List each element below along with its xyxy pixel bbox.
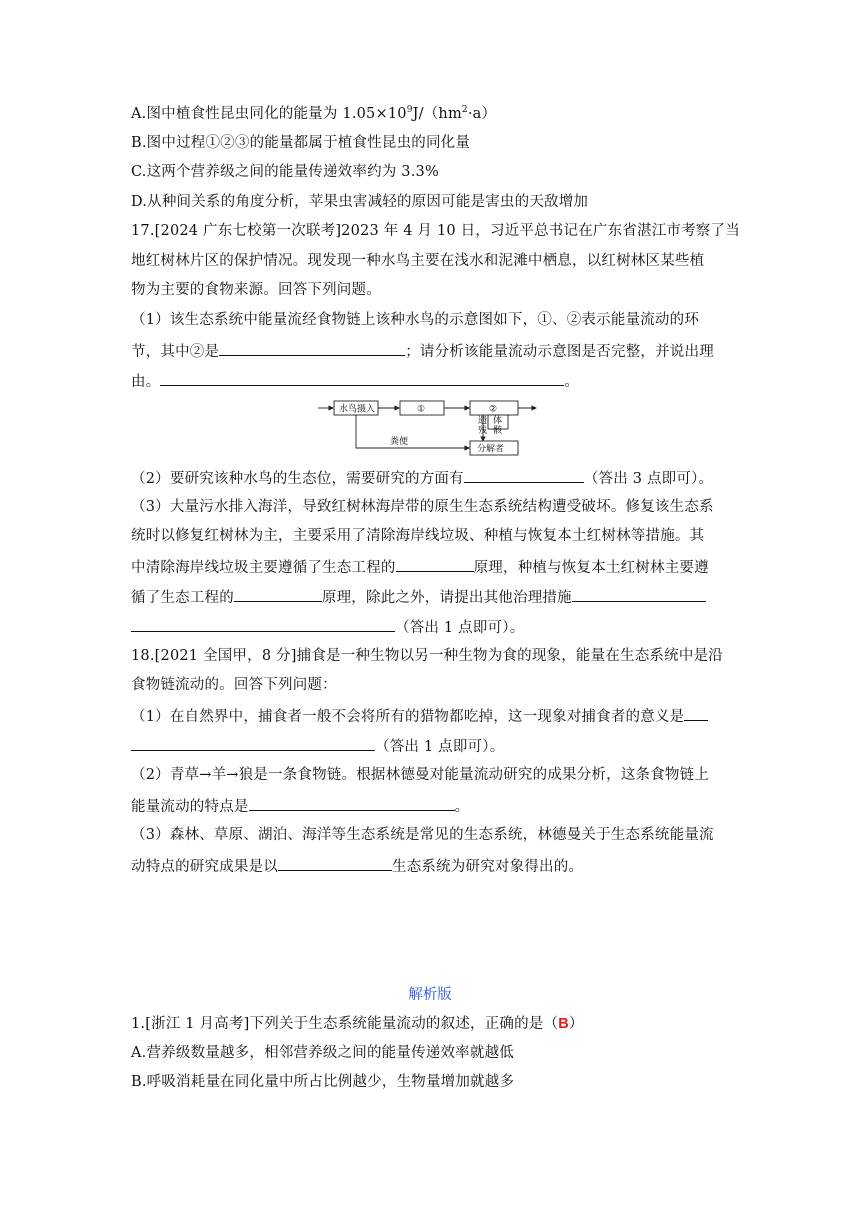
q17-part1-b: 节，其中②是 ；请分析该能量流动示意图是否完整，并说出理: [131, 340, 714, 362]
line-option-b: B.图中过程①②③的能量都属于植食性昆虫的同化量: [131, 135, 471, 151]
answer-blank: [396, 556, 474, 572]
q17-part3-a: （3）大量污水排入海洋，导致红树林海岸带的原生生态系统结构遭受破坏。修复该生态系: [131, 499, 714, 515]
q18-part1-b: （答出 1 点即可）。: [131, 735, 504, 757]
answer-blank: [278, 855, 392, 871]
answer-blank: [234, 586, 322, 602]
energy-flow-diagram: [318, 396, 550, 460]
decomposer-label: 分解者: [477, 444, 505, 455]
remains-char-3: 残: [478, 426, 488, 436]
answer-blank: [464, 467, 584, 483]
q18-part3-a: （3）森林、草原、湖泊、海洋等生态系统是常见的生态系统，林德曼关于生态系统能量流: [131, 827, 714, 843]
line-option-d: D.从种间关系的角度分析，苹果虫害减轻的原因可能是害虫的天敌增加: [131, 194, 589, 210]
answers-section-title: 解析版: [408, 987, 452, 1003]
remains-char-2: 体: [493, 416, 503, 426]
q17-part3-d: 循了生态工程的 原理，除此之外，请提出其他治理措施: [131, 586, 706, 608]
line-option-c: C.这两个营养级之间的能量传递效率约为 3.3%: [131, 164, 439, 180]
line-option-a: A.图中植食性昆虫同化的能量为 $1.05\times 10^9J/(hm^2\cdot a)$: [131, 105, 497, 122]
answer-blank: [572, 586, 706, 602]
remains-char-4: 骸: [493, 426, 503, 436]
node2-label: ②: [489, 404, 498, 415]
q18-stem-1: 18.[2021 全国甲，8 分]捕食是一种生物以另一种生物为食的现象，能量在生态系统中是沿: [131, 648, 723, 664]
node1-label: ①: [417, 404, 426, 415]
q17-part3-b: 统时以修复红树林为主，主要采用了清除海岸线垃圾、种植与恢复本土红树林等措施。其: [131, 528, 705, 544]
q18-part2-a: （2）青草→羊→狼是一条食物链。根据林德曼对能量流动研究的成果分析，这条食物链上: [131, 767, 710, 783]
answer-blank: [160, 370, 564, 386]
q17-part3-c: 中清除海岸线垃圾主要遵循了生态工程的 原理，种植与恢复本土红树林主要遵: [131, 556, 709, 578]
answer-blank: [131, 616, 395, 632]
q17-part1-a: （1）该生态系统中能量流经食物链上该种水鸟的示意图如下，①、②表示能量流动的环: [131, 312, 700, 328]
remains-char-1: 遗: [478, 416, 488, 426]
feces-label: 粪便: [390, 437, 409, 447]
q17-stem-3: 物为主要的食物来源。回答下列问题。: [131, 282, 381, 298]
q18-stem-2: 食物链流动的。回答下列问题：: [131, 677, 337, 693]
q17-part2: （2）要研究该种水鸟的生态位，需要研究的方面有 （答出 3 点即可）。: [131, 467, 713, 489]
q18-part2-b: 能量流动的特点是 。: [131, 795, 469, 817]
q17-stem-1: 17.[2024 广东七校第一次联考]2023 年 4 月 10 日，习近平总书记在广东省湛江市考察了当: [131, 223, 740, 239]
intake-label: 水鸟摄入: [339, 404, 376, 415]
answer-blank: [131, 735, 375, 751]
answer-blank: [684, 705, 708, 721]
answer-q1-option-a: A.营养级数量越多，相邻营养级之间的能量传递效率就越低: [131, 1045, 514, 1061]
q18-part3-b: 动特点的研究成果是以 生态系统为研究对象得出的。: [131, 855, 583, 877]
q18-part1-a: （1）在自然界中，捕食者一般不会将所有的猎物都吃掉，这一现象对捕食者的意义是: [131, 705, 708, 727]
answer-q1-option-b: B.呼吸消耗量在同化量中所占比例越少，生物量增加就越多: [131, 1074, 515, 1090]
answer-blank: [219, 340, 405, 356]
q17-part1-c: 由。 。: [131, 370, 579, 392]
q17-part3-e: （答出 1 点即可）。: [131, 616, 524, 638]
answer-key: B: [558, 1016, 569, 1032]
q17-stem-2: 地红树林片区的保护情况。现发现一种水鸟主要在浅水和泥滩中栖息，以红树林区某些植: [131, 253, 705, 269]
answer-q1-stem: 1.[浙江 1 月高考]下列关于生态系统能量流动的叙述，正确的是（B）: [131, 1016, 584, 1032]
answer-blank: [249, 795, 455, 811]
